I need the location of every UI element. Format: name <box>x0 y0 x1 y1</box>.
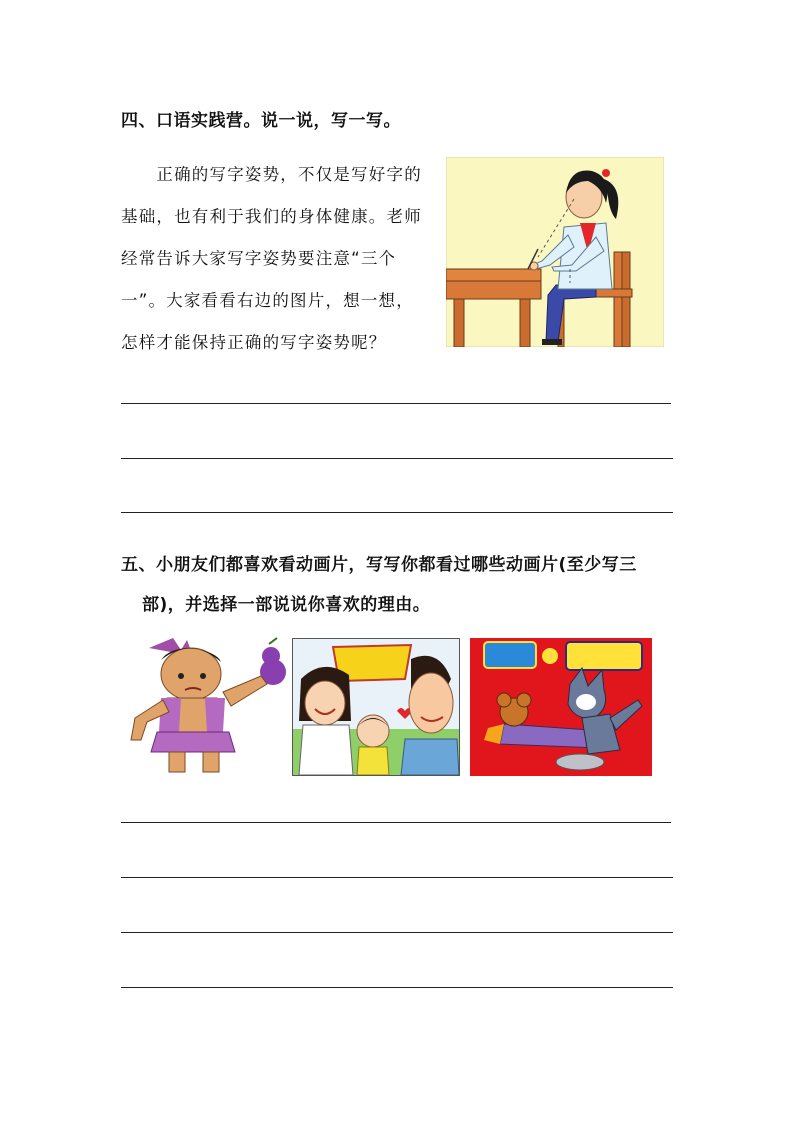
section4-paragraph-line: 正确的写字姿势，不仅是写好字的 <box>121 165 422 184</box>
cat-and-mouse-poster <box>470 638 652 776</box>
section4-paragraph-line: 基础，也有利于我们的身体健康。老师 <box>121 207 422 226</box>
answer-line[interactable] <box>121 458 673 459</box>
tom-and-jerry-poster-picture <box>470 638 652 776</box>
calabash-brother-picture <box>121 636 287 776</box>
section5-title-line2: 部)，并选择一部说说你喜欢的理由。 <box>142 595 431 615</box>
section4-paragraph-line: 怎样才能保持正确的写字姿势呢？ <box>121 333 387 352</box>
answer-line[interactable] <box>121 512 673 513</box>
section4-title: 四、口语实践营。说一说，写一写。 <box>121 111 401 131</box>
answer-line[interactable] <box>121 987 673 988</box>
writing-posture-picture <box>446 157 664 347</box>
answer-line[interactable] <box>121 932 673 933</box>
section4-paragraph-line: 一”。大家看看右边的图片，想一想， <box>121 291 414 310</box>
big-head-son-poster-picture <box>292 638 460 776</box>
family-cartoon-poster <box>293 639 459 775</box>
section4-paragraph-line: 经常告诉大家写字姿势要注意“三个 <box>121 249 397 268</box>
answer-line[interactable] <box>121 822 671 823</box>
answer-line[interactable] <box>121 403 671 404</box>
girl-writing-illustration <box>446 157 664 347</box>
section5-title-line1: 五、小朋友们都喜欢看动画片，写写你都看过哪些动画片(至少写三 <box>121 555 637 575</box>
calabash-brother-illustration <box>121 636 287 776</box>
answer-line[interactable] <box>121 877 673 878</box>
